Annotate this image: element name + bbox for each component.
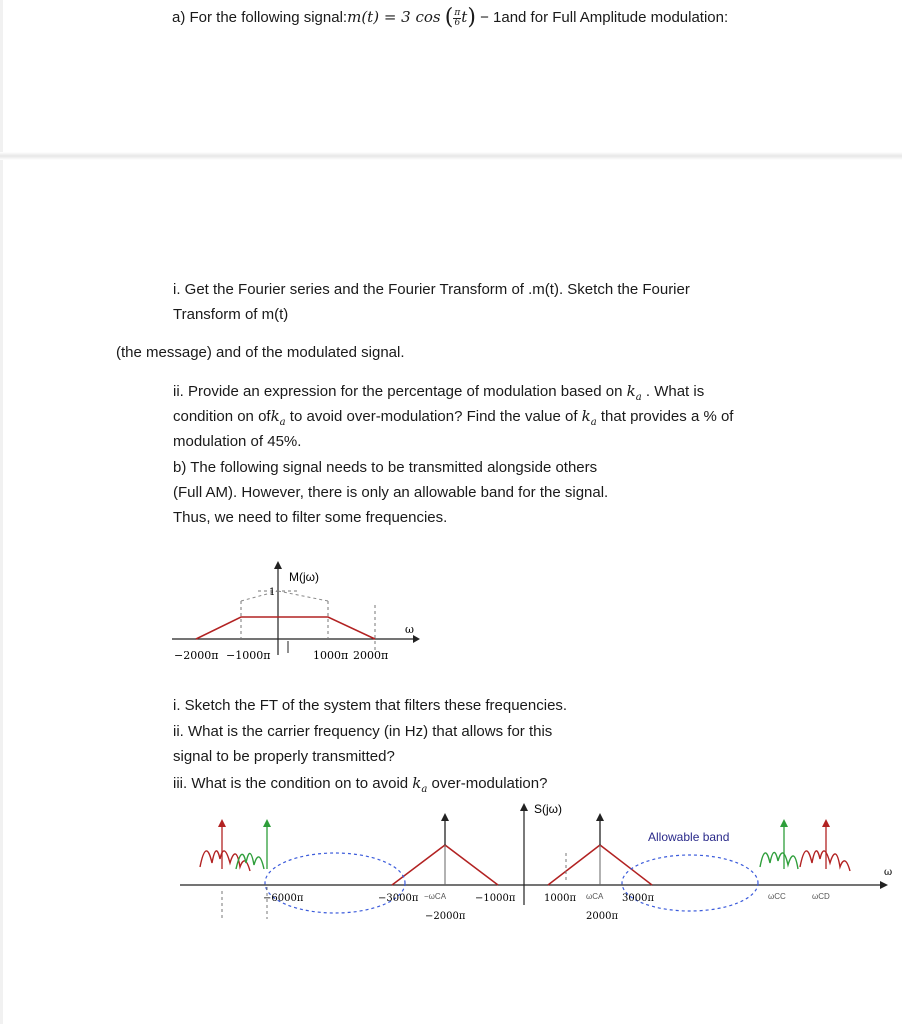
label-neg3000: −3000π — [378, 893, 419, 904]
part-ii-line3: modulation of 45%. — [173, 433, 302, 450]
right-green-cluster — [760, 852, 798, 869]
magnitude-axis-arrowhead — [274, 561, 282, 569]
allowable-band-label: Allowable band — [648, 830, 730, 844]
ka-subscript: a — [635, 392, 642, 403]
right-green-arrowhead — [780, 819, 788, 827]
label-neg6000: −6000π — [263, 893, 304, 904]
signal-expression: m(t) = 3 cos — [347, 8, 441, 26]
ka-symbol — [581, 407, 597, 428]
part-ii-line1-text: ii. Provide an expression for the percentage of modulation based on — [173, 383, 627, 400]
label-pos1000: 1000π — [544, 893, 577, 904]
subquestion-3: signal to be properly transmitted? — [173, 748, 395, 765]
omega-label: ω — [405, 623, 414, 636]
right-red-cluster — [800, 851, 850, 871]
ka-base: k — [270, 407, 280, 425]
s-omega-label: ω — [884, 867, 893, 878]
part-ii-line2-end: that provides a % of — [596, 408, 734, 425]
subquestion-4-text: iii. What is the condition on to avoid — [173, 775, 413, 792]
open-paren: ( — [444, 5, 454, 31]
ka-subscript: a — [279, 417, 286, 428]
label-wcd: ωCD — [812, 892, 830, 901]
label-pos3000: 3000π — [622, 893, 655, 904]
page-separator — [0, 152, 902, 160]
tick-neg2000: −2000π — [174, 649, 219, 662]
ka-symbol — [626, 382, 642, 403]
subquestion-4-end: over-modulation? — [427, 775, 548, 792]
ka-base: k — [412, 774, 422, 792]
label-neg2000: −2000π — [425, 911, 466, 922]
s-magnitude-arrowhead — [520, 803, 528, 811]
label-neg1000: −1000π — [475, 893, 516, 904]
part-i-line2: Transform of m(t) — [173, 306, 289, 323]
question-a-prefix: a) For the following signal: — [172, 9, 348, 26]
question-a-heading — [172, 5, 729, 31]
ka-base: k — [581, 407, 591, 425]
m-jw-label: M(jω) — [289, 570, 320, 584]
peak-value-label: 1 — [269, 587, 276, 598]
message-spectrum-figure — [168, 555, 428, 665]
pos-carrier-arrowhead — [596, 813, 604, 821]
close-paren: ) — [467, 5, 476, 31]
part-ii-line1-end: . What is — [641, 383, 705, 400]
ka-subscript: a — [421, 784, 428, 795]
ka-subscript: a — [590, 417, 597, 428]
omega-axis-arrowhead — [413, 635, 420, 643]
question-b-line3: Thus, we need to filter some frequencies. — [173, 509, 448, 526]
ka-symbol — [270, 407, 286, 428]
label-pos2000: 2000π — [586, 911, 619, 922]
guide-fall — [278, 591, 328, 601]
left-red-arrowhead — [218, 819, 226, 827]
part-i-line3: (the message) and of the modulated signal. — [116, 344, 405, 361]
question-b-line2: (Full AM). However, there is only an allowable band for the signal. — [173, 484, 609, 501]
message-spectrum-curve — [196, 617, 375, 639]
s-omega-arrowhead — [880, 881, 888, 889]
part-ii-line2 — [173, 407, 733, 432]
label-pos-wca: ωCA — [586, 892, 604, 901]
label-wcc: ωCC — [768, 892, 786, 901]
question-b-line1: b) The following signal needs to be transmitted alongside others — [173, 459, 598, 476]
ka-base: k — [626, 382, 636, 400]
s-jw-label: S(jω) — [534, 802, 563, 816]
tick-neg1000: −1000π — [226, 649, 271, 662]
right-red-arrowhead — [822, 819, 830, 827]
ka-symbol — [412, 774, 428, 795]
signal-spectrum-figure — [0, 795, 902, 935]
fraction-denominator: 6 — [454, 17, 461, 28]
part-ii-line2-mid: to avoid over-modulation? Find the value of — [285, 408, 582, 425]
tick-pos1000: 1000π — [313, 649, 349, 662]
question-a-suffix: − 1and for Full Amplitude modulation: — [475, 9, 729, 26]
neg-carrier-arrowhead — [441, 813, 449, 821]
part-i-line1: i. Get the Fourier series and the Fourier Transform of .m(t). Sketch the Fourier — [173, 281, 690, 298]
left-green-arrowhead — [263, 819, 271, 827]
subquestion-2: ii. What is the carrier frequency (in Hz) that allows for this — [173, 723, 553, 740]
subquestion-1: i. Sketch the FT of the system that filters these frequencies. — [173, 697, 568, 714]
tick-pos2000: 2000π — [353, 649, 389, 662]
part-ii-line1 — [173, 382, 704, 407]
fraction-numerator: π — [454, 7, 461, 18]
time-variable: t — [461, 8, 468, 26]
part-ii-line2-text: condition on of — [173, 408, 271, 425]
label-neg-wca: −ωCA — [424, 892, 447, 901]
neg-band-ellipse — [265, 853, 405, 913]
